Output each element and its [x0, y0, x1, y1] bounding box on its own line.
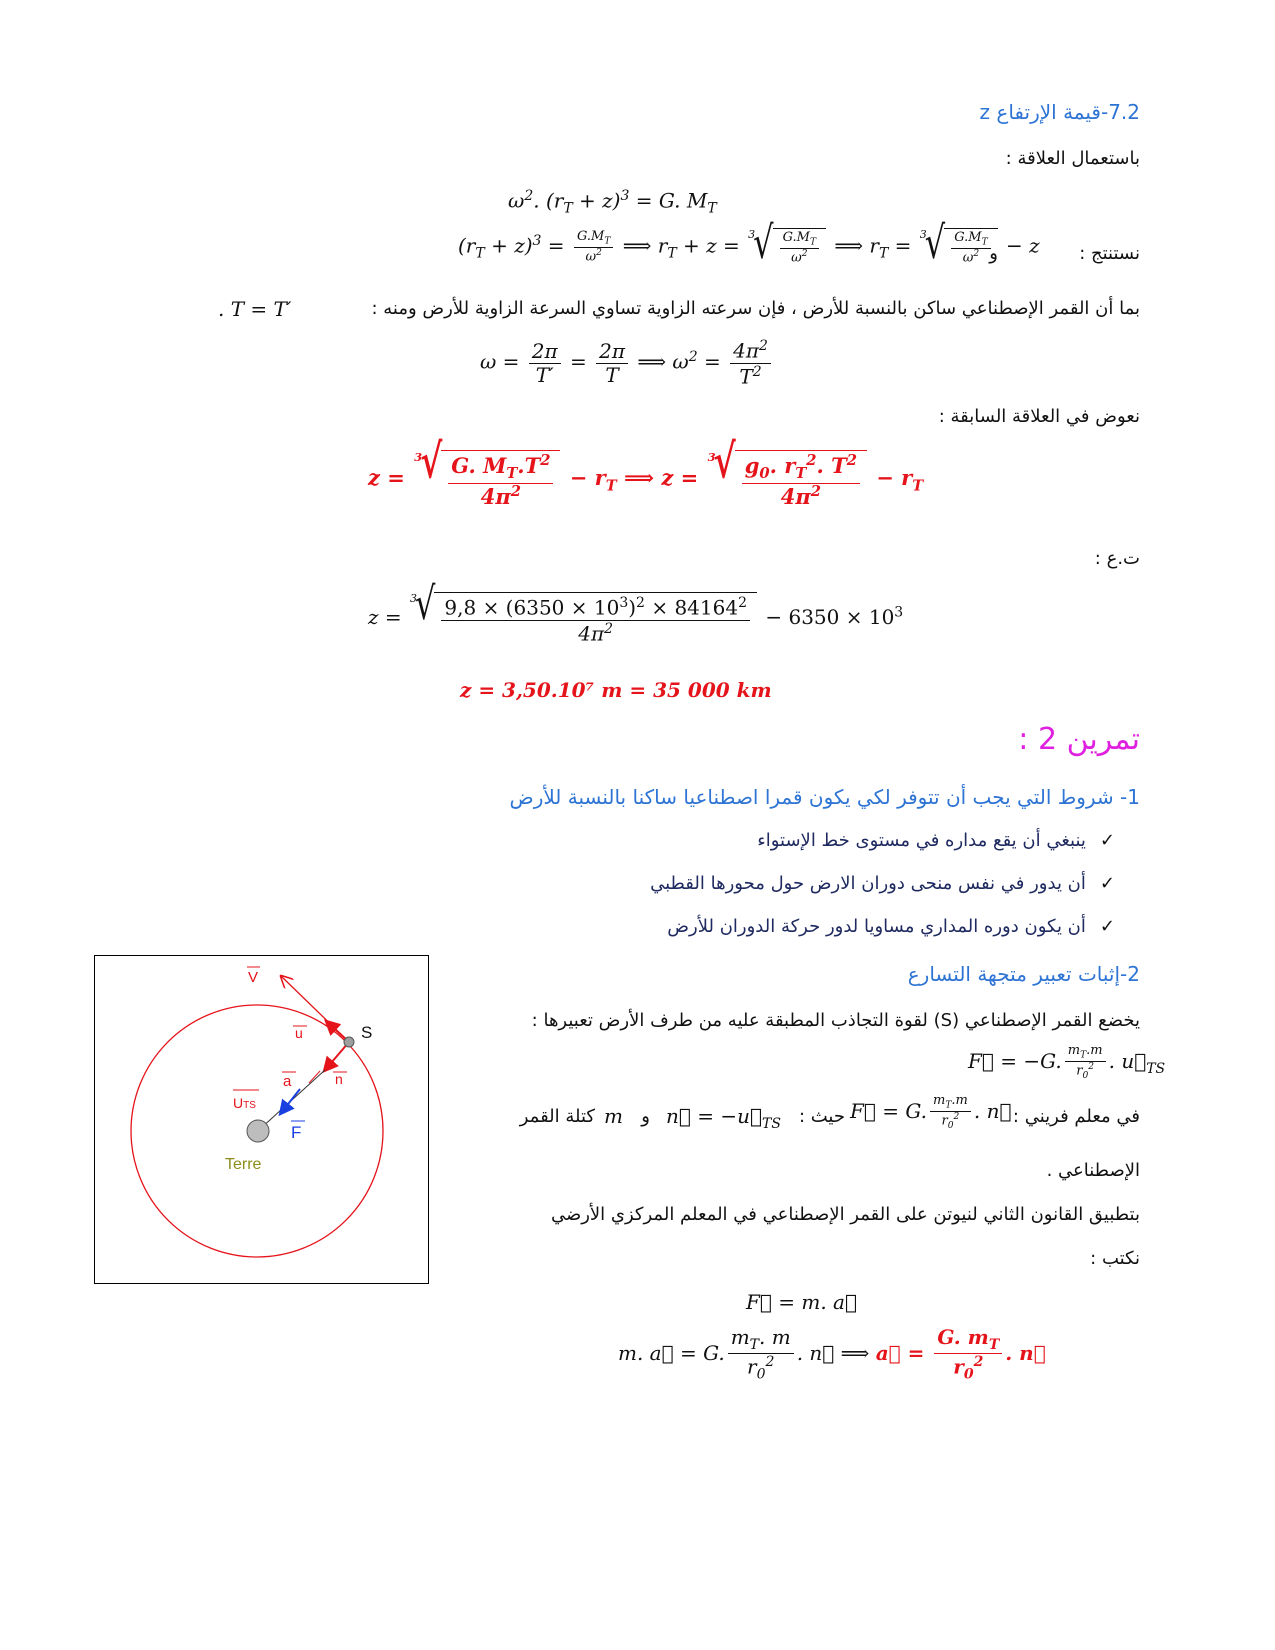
- result-text: z = 3,50.10⁷ m = 35 000 km: [460, 678, 772, 702]
- a-vector: [309, 1071, 320, 1083]
- orbit-figure: [94, 955, 429, 1284]
- a-label: a: [283, 1073, 292, 1090]
- force-vector: [281, 1089, 300, 1113]
- statement-math: . T = T′: [218, 297, 292, 321]
- section-7-2-title: 7.2-قيمة الإرتفاع z: [979, 100, 1140, 124]
- deduce-label: نستنتج :: [1079, 243, 1140, 264]
- where-label: حيث :: [798, 1106, 845, 1127]
- equation-force-frenet: F⃗ = G. $\frac{m_T.m}{r_0^2}$ . n⃗: [850, 1093, 1012, 1131]
- earth-label: Terre: [225, 1156, 262, 1173]
- equation-numeric: z = 3 √ $\frac{9,8 \times (6350 \times 10^3)^2 \times 84164^2}{4\pi^2}$ − $6350 \times 10^3$: [368, 577, 904, 646]
- mass-text: كتلة القمر: [519, 1106, 595, 1127]
- uts-label: UTS: [233, 1095, 256, 1111]
- f-label: F: [291, 1123, 302, 1142]
- equation-1: $\omega^2$. $(r_T + z)^3 = G$. $M_T$: [508, 188, 717, 217]
- v-label: V: [248, 969, 259, 986]
- condition-item: ✓ينبغي أن يقع مداره في مستوى خط الإستواء: [757, 830, 1115, 851]
- mass-symbol: m: [604, 1104, 623, 1128]
- equation-newton: F⃗ = m. a⃗: [746, 1290, 857, 1314]
- earth-icon: [247, 1120, 269, 1142]
- paragraph-end: الإصطناعي .: [1046, 1160, 1140, 1181]
- equation-omega: ω = $\frac{2\pi}{T'}$ = $\frac{2\pi}{T}$ ⟹ $\omega^2$ = $\frac{4\pi^2}{T^2}$: [480, 338, 774, 388]
- paragraph-force: يخضع القمر الإصطناعي (S) لقوة التجاذب المطبقة عليه من طرف الأرض تعبيرها :: [531, 1010, 1140, 1031]
- check-icon: ✓: [1099, 873, 1115, 894]
- s-label: S: [361, 1023, 373, 1042]
- paragraph-newton: بتطبيق القانون الثاني لنيوتن على القمر الإصطناعي في المعلم المركزي الأرضي: [550, 1204, 1140, 1225]
- equation-z-red: z = 3 √ $\frac{G. M_T.T^2}{4\pi^2}$ − $r_T$ ⟹ z = 3 √ $\frac{g_0. r_T^2. T^2}{4\pi^2}$ − $r_T$: [368, 432, 924, 510]
- equation-n: n⃗ = $-u⃗_{TS}$: [666, 1104, 781, 1132]
- numeric-label: ت.ع :: [1094, 548, 1140, 569]
- equation-acceleration: m. a⃗ = G. $\frac{m_T. m}{r_0^2}$ . n⃗ ⟹ a⃗ = $\frac{G. m_T}{r_0^2}$ . n⃗: [618, 1325, 1046, 1383]
- question-1-title: 1- شروط التي يجب أن تتوفر لكي يكون قمرا اصطناعيا ساكنا بالنسبة للأرض: [509, 785, 1140, 809]
- and-word-2: و: [641, 1106, 650, 1127]
- equation-2: $(r_T + z)^3$ = $\frac{G.M_T}{\omega^2}$ ⟹ $r_T + z$ = 3 √ $\frac{G.M_T}{\omega^2}$ ⟹ $r_T$ = 3 √ $\frac{G.M_T}{\omega^2}$ − z: [458, 216, 1040, 270]
- substitute-text: نعوض في العلاقة السابقة :: [938, 406, 1140, 427]
- n-label: n: [335, 1071, 343, 1087]
- frenet-label: في معلم فريني :: [1012, 1106, 1140, 1127]
- exercise-2-title: تمرين 2 :: [1018, 722, 1140, 757]
- condition-item: ✓أن يكون دوره المداري مساويا لدور حركة الدوران للأرض: [667, 916, 1115, 937]
- question-2-title: 2-إثبات تعبير متجهة التسارع: [907, 962, 1140, 986]
- orbit-diagram: [95, 956, 428, 1283]
- and-word: و: [989, 243, 998, 264]
- n-vector: [325, 1042, 349, 1070]
- statement-text: بما أن القمر الإصطناعي ساكن بالنسبة للأرض ، فإن سرعته الزاوية تساوي السرعة الزاوية للأرض ومنه :: [371, 298, 1140, 319]
- paragraph-write: نكتب :: [1090, 1248, 1140, 1269]
- satellite-icon: [344, 1037, 354, 1047]
- intro-text: باستعمال العلاقة :: [1005, 148, 1140, 169]
- check-icon: ✓: [1099, 830, 1115, 851]
- condition-item: ✓أن يدور في نفس منحى دوران الارض حول محورها القطبي: [650, 873, 1115, 894]
- u-label: u: [295, 1025, 303, 1041]
- equation-force: F⃗ = −G. $\frac{m_T.m}{r_0^2}$ . $u⃗_{TS}$: [968, 1043, 1166, 1081]
- check-icon: ✓: [1099, 916, 1115, 937]
